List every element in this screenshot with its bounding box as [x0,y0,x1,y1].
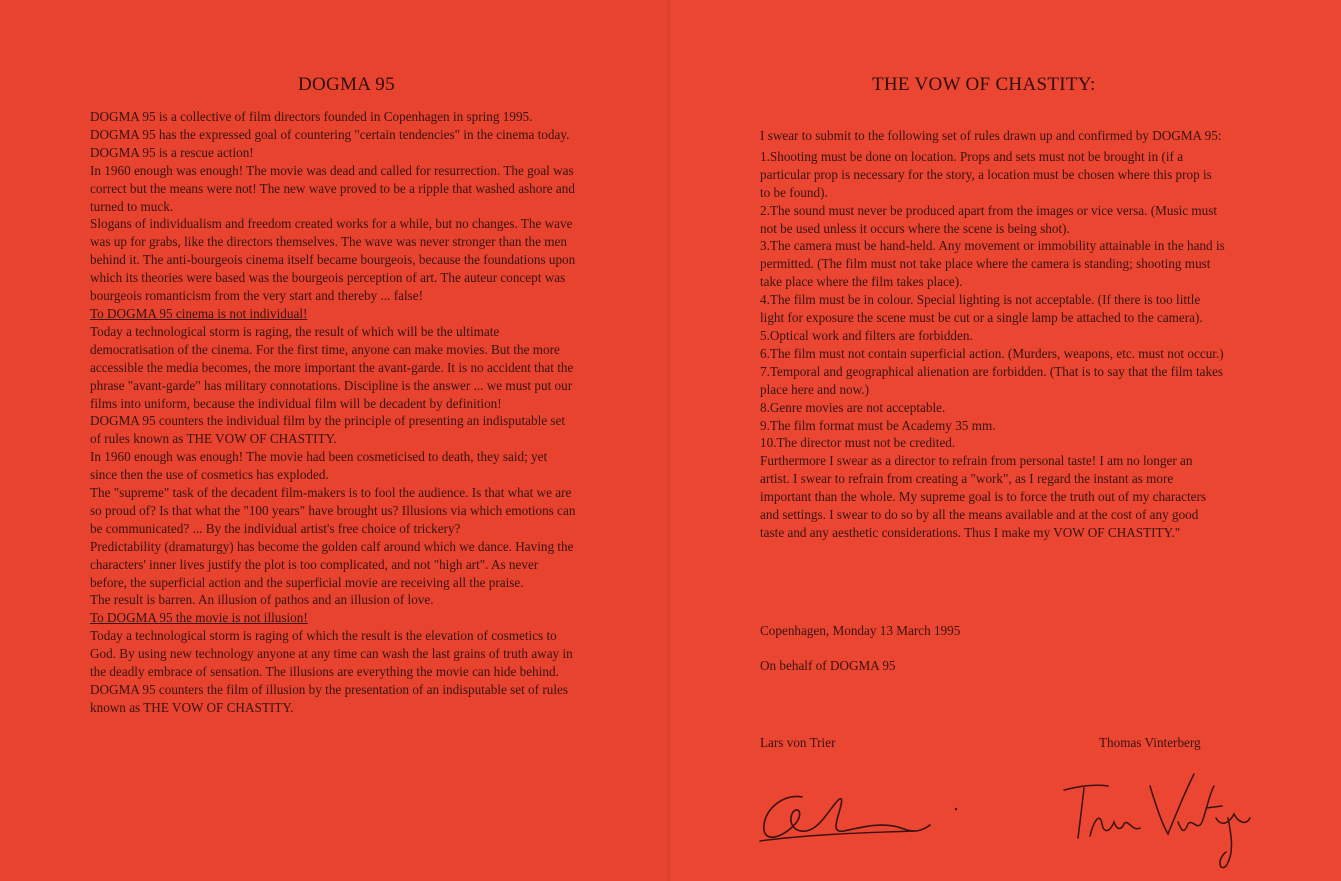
vow-paragraph: 9.The film format must be Academy 35 mm. [760,417,996,433]
manifesto-paragraph: DOGMA 95 has the expressed goal of countering "certain tendencies" in the cinema today. [90,126,570,142]
vow-paragraph: 3.The camera must be hand-held. Any movement or immobility attainable in the hand is permitted. (The film must not take place where the camera is standing; shooting must take place where the film takes place). [760,238,1225,290]
vow-paragraph: 2.The sound must never be produced apart from the images or vice versa. (Music must not be used unless it occurs where the scene is being shot). [760,202,1218,236]
vow-paragraph: 7.Temporal and geographical alienation are forbidden. (That is to say that the film takes place here and now.) [760,363,1224,397]
vow-rules-text [760,127,1225,542]
manifesto-paragraph: The result is barren. An illusion of pathos and an illusion of love. [90,592,434,608]
signer-name-lars-von-trier: Lars von Trier [760,735,836,750]
manifesto-paragraph: To DOGMA 95 cinema is not individual! [90,305,308,321]
left-page-title: DOGMA 95 [298,74,395,95]
vow-paragraph: 6.The film must not contain superficial action. (Murders, weapons, etc. must not occur.) [760,345,1224,361]
manifesto-paragraph: In 1960 enough was enough! The movie had been cosmeticised to death, they said; yet since then the use of cosmetics has exploded. [90,449,548,483]
vow-paragraph: 10.The director must not be credited. [760,435,956,451]
manifesto-paragraph: Today a technological storm is raging, the result of which will be the ultimate democratisation of the cinema. For the first time, anyone can make movies. But the more accessible the media becomes, the more important the avant-garde. It is no accident that the phrase "avant-garde" has military connotations. Discipline is the answer ... we must put our films into uniform, because the individual film will be decadent by definition! [90,323,574,411]
signature-lars-von-trier [744,775,964,855]
manifesto-paragraph: The "supreme" task of the decadent film-makers is to fool the audience. Is that what we are so proud of? Is that what the "100 years" have brought us? Illusions via which emotions can be communicated? ... By the individual artist's free choice of trickery? [90,485,576,536]
vow-paragraph: I swear to submit to the following set of rules drawn up and confirmed by DOGMA 95: [760,128,1222,143]
vow-paragraph: 4.The film must be in colour. Special lighting is not acceptable. (If there is too little light for exposure the scene must be cut or a single lamp be attached to the camera). [760,292,1203,326]
on-behalf-line: On behalf of DOGMA 95 [760,658,896,673]
manifesto-paragraph: DOGMA 95 is a rescue action! [90,144,254,160]
left-page [0,0,670,881]
manifesto-paragraph: Today a technological storm is raging of which the result is the elevation of cosmetics to God. By using new technology anyone at any time can wash the last grains of truth away in the deadly embrace of sensation. The illusions are everything the movie can hide behind. [90,628,573,680]
vow-title: THE VOW OF CHASTITY: [872,74,1096,95]
vow-paragraph: 1.Shooting must be done on location. Props and sets must not be brought in (if a particular prop is necessary for the story, a location must be chosen where this prop is to be found). [760,148,1212,200]
manifesto-paragraph: DOGMA 95 is a collective of film directors founded in Copenhagen in spring 1995. [90,109,533,124]
vow-paragraph: 8.Genre movies are not acceptable. [760,399,946,415]
manifesto-paragraph: Slogans of individualism and freedom created works for a while, but no changes. The wave was up for grabs, like the directors themselves. The wave was never stronger than the men behind it. The anti-bourgeois cinema itself became bourgeois, because the foundations upon which its theories were based was the bourgeois perception of art. The auteur concept was bourgeois romanticism from the very start and thereby ... false! [90,216,576,304]
signer-name-thomas-vinterberg: Thomas Vinterberg [1099,735,1201,750]
manifesto-text [90,108,576,717]
manifesto-paragraph: DOGMA 95 counters the film of illusion by the presentation of an indisputable set of rules known as THE VOW OF CHASTITY. [90,682,568,715]
manifesto-paragraph: In 1960 enough was enough! The movie was dead and called for resurrection. The goal was correct but the means were not! The new wave proved to be a ripple that washed ashore and turned to muck. [90,162,575,214]
vow-paragraph: 5.Optical work and filters are forbidden. [760,327,973,343]
place-date: Copenhagen, Monday 13 March 1995 [760,623,961,638]
manifesto-paragraph: DOGMA 95 counters the individual film by the principle of presenting an indisputable set of rules known as THE VOW OF CHASTITY. [90,413,566,447]
signature-thomas-vinterberg [1050,762,1270,872]
manifesto-paragraph: To DOGMA 95 the movie is not illusion! [90,610,308,626]
vow-paragraph: Furthermore I swear as a director to refrain from personal taste! I am no longer an artist. I swear to refrain from creating a "work", as I regard the instant as more important than the whole. My supreme goal is to force the truth out of my characters and settings. I swear to do so by all the means available and at the cost of any good taste and any aesthetic considerations. Thus I make my VOW OF CHASTITY." [760,453,1207,540]
manifesto-paragraph: Predictability (dramaturgy) has become the golden calf around which we dance. Having the characters' inner lives justify the plot is too complicated, and not "high art". As never before, the superficial action and the superficial movie are receiving all the praise. [90,538,574,590]
